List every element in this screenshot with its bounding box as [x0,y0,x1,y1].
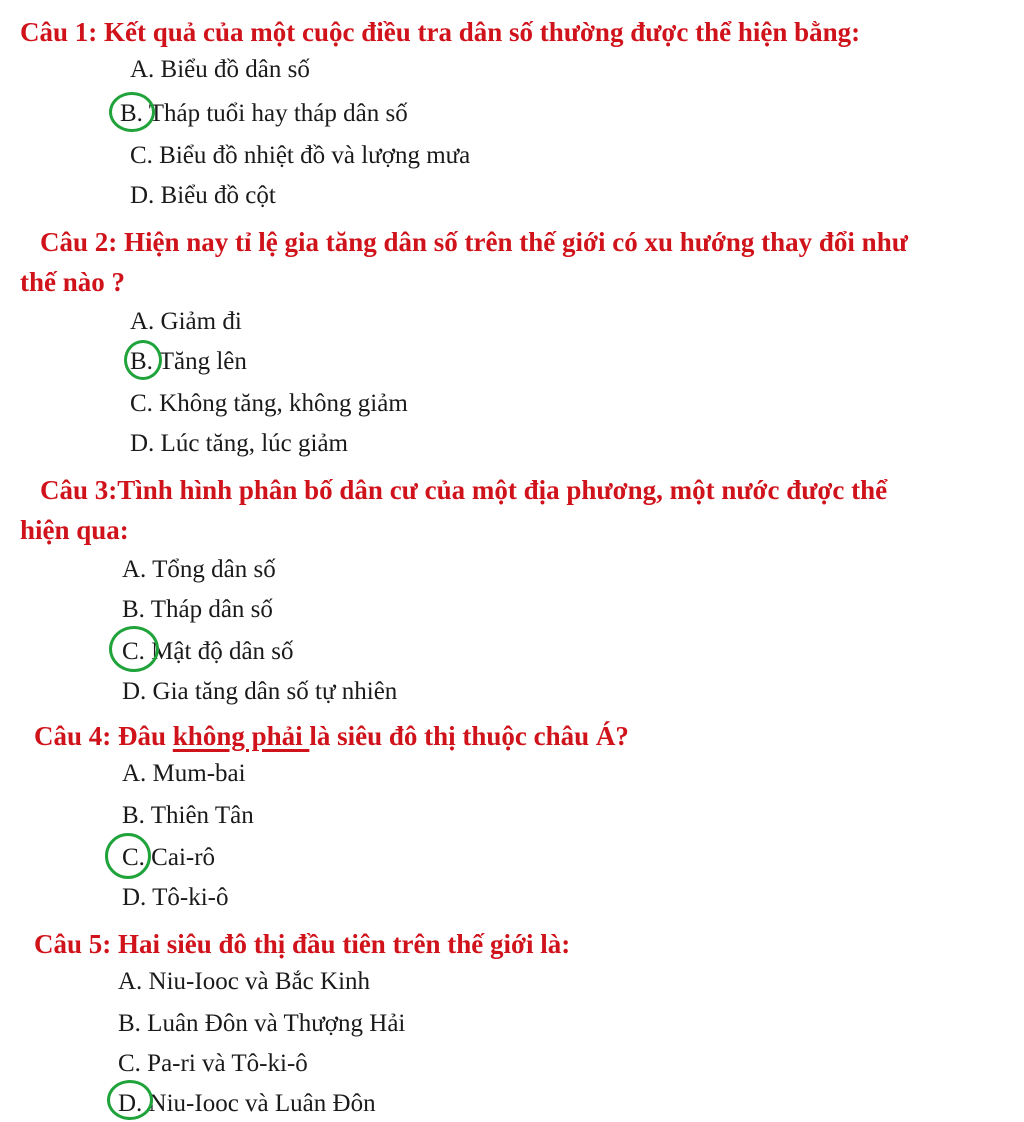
q1-answer-mark [109,92,155,132]
question-3-line-1: Câu 3:Tình hình phân bố dân cư của một địa phương, một nước được thể [40,475,888,505]
question-5: Câu 5: Hai siêu đô thị đầu tiên trên thế giới là: [34,929,571,959]
q4-option-b[interactable]: B. Thiên Tân [122,802,254,829]
q1-option-d[interactable]: D. Biểu đồ cột [130,182,276,209]
q5-option-c[interactable]: C. Pa-ri và Tô-ki-ô [118,1050,308,1077]
q5-option-b[interactable]: B. Luân Đôn và Thượng Hải [118,1010,406,1037]
question-4 [34,716,629,756]
q2-option-b[interactable]: B. Tăng lên [130,348,247,375]
q1-option-c[interactable]: C. Biểu đồ nhiệt đồ và lượng mưa [130,142,471,169]
question-3-line-2: hiện qua: [20,515,129,545]
q2-option-a[interactable]: A. Giảm đi [130,308,242,335]
q3-option-d[interactable]: D. Gia tăng dân số tự nhiên [122,678,398,705]
question-4-prefix: Câu 4: Đâu [34,721,173,751]
q3-option-b[interactable]: B. Tháp dân số [122,596,273,623]
q2-option-c[interactable]: C. Không tăng, không giảm [130,390,408,417]
question-4-suffix: là siêu đô thị thuộc châu Á? [309,721,629,751]
question-2-line-2: thế nào ? [20,267,126,297]
q5-answer-mark [107,1080,153,1120]
q5-option-a[interactable]: A. Niu-Iooc và Bắc Kinh [118,968,371,995]
q3-option-a[interactable]: A. Tổng dân số [122,556,276,583]
q1-option-b[interactable]: B. Tháp tuổi hay tháp dân số [120,100,408,127]
q1-option-a[interactable]: A. Biểu đồ dân số [130,56,310,83]
q4-answer-mark [105,833,151,879]
question-2-line-1: Câu 2: Hiện nay tỉ lệ gia tăng dân số trên thế giới có xu hướng thay đổi như [40,227,908,257]
q4-option-a[interactable]: A. Mum-bai [122,760,246,787]
question-1: Câu 1: Kết quả của một cuộc điều tra dân số thường được thể hiện bằng: [20,17,861,47]
q2-answer-mark [124,340,162,380]
q2-option-d[interactable]: D. Lúc tăng, lúc giảm [130,430,348,457]
q5-option-d[interactable]: D. Niu-Iooc và Luân Đôn [118,1090,376,1117]
q3-answer-mark [109,626,159,672]
q3-option-c[interactable]: C. Mật độ dân số [122,638,294,665]
question-4-emphasis: không phải [172,721,310,751]
q4-option-d[interactable]: D. Tô-ki-ô [122,884,229,911]
q4-option-c[interactable]: C. Cai-rô [122,844,216,871]
